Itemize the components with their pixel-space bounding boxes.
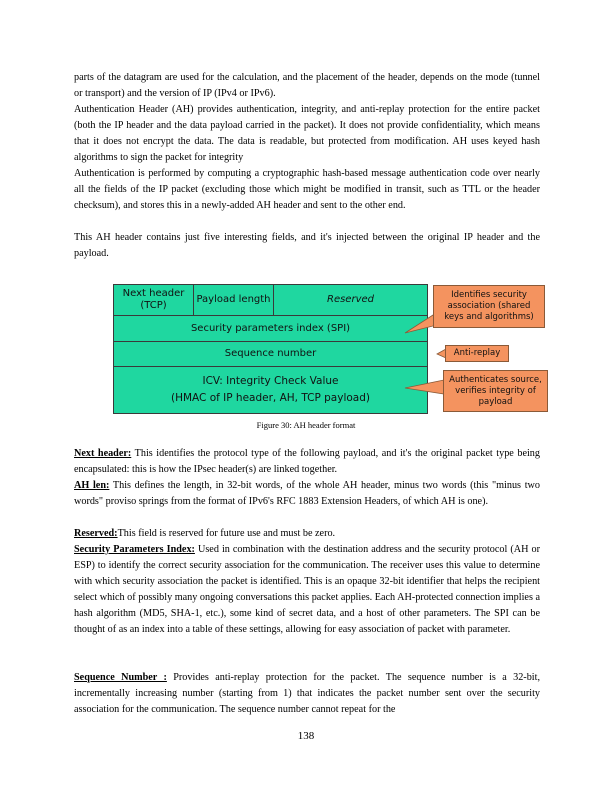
- def-reserved-term: Reserved:: [74, 528, 118, 539]
- def-ah-len-term: AH len:: [74, 480, 110, 491]
- def-ah-len-text: This defines the length, in 32-bit words, of the whole AH header, minus two words (this "minus two words" proviso springs from the format of IPv6's RFC 1883 Extension Headers, of which AH is one).: [74, 480, 540, 507]
- def-reserved-text: This field is reserved for future use and must be zero.: [117, 528, 336, 539]
- page-number: 138: [297, 730, 315, 742]
- callout-icv-pointer: [405, 380, 444, 394]
- callout-spi-text: Identifies security association (shared keys and algorithms): [444, 290, 534, 322]
- field-next-header-sub: (TCP): [140, 300, 167, 311]
- callout-seq-text: Anti-replay: [453, 348, 501, 358]
- field-payload-length-label: Payload length: [196, 294, 271, 305]
- def-next-header: [74, 446, 540, 478]
- paragraph-authentication: Authentication is performed by computing a cryptographic hash-based message authentication code over nearly all the fields of the IP packet (excluding those which might be modified in transit, such as TTL or the header checksum), and stores this in a newly-added AH header and sent to the other end.: [74, 168, 540, 211]
- field-spi-label: Security parameters index (SPI): [190, 322, 351, 334]
- def-sequence-text: Provides anti-replay protection for the packet. The sequence number is a 32-bit, incrementally increasing number (starting from 1) that indicates the packet number sent over the security association for the communication. The sequence number cannot repeat for the: [74, 672, 540, 715]
- def-next-header-text: This identifies the protocol type of the following payload, and it's the original packet type being encapsulated: this is how the IPsec header(s) are linked together.: [74, 448, 540, 475]
- def-next-header-term: Next header:: [74, 448, 132, 459]
- field-sequence-label: Sequence number: [224, 348, 317, 359]
- figure-caption: Figure 30: AH header format: [256, 420, 356, 430]
- callout-icv-text: Authenticates source, verifies integrity of payload: [449, 374, 542, 407]
- callout-icv: [443, 370, 548, 412]
- def-sequence-term: Sequence Number :: [74, 672, 167, 683]
- def-reserved: [74, 526, 540, 542]
- def-spi-text: Used in combination with the destination address and the security protocol (AH or ESP) to identify the correct security association for the communication. The receiver uses this value to determine with which security association the packet is identified. This is an opaque 32-bit identifier that helps the recipient select which of possibly many ongoing conversations this packet applies. Each AH-protected connection implies a hash algorithm (MD5, SHA-1, etc.), some kind of secret data, and a host of other parameters. The SPI can be thought of as an index into a table of these settings, allowing for easy association of packet with parameter.: [74, 544, 540, 635]
- def-ah-len: [74, 478, 540, 510]
- field-icv-line1: ICV: Integrity Check Value: [202, 375, 339, 387]
- def-spi-term: Security Parameters Index:: [74, 544, 195, 555]
- paragraph-ah-fields-intro: This AH header contains just five interesting fields, and it's injected between the original IP header and the payload.: [74, 232, 540, 259]
- callout-spi: [433, 285, 545, 328]
- paragraph-intro-fragment: parts of the datagram are used for the calculation, and the placement of the header, depends on the mode (tunnel or transport) and the version of IP (IPv4 or IPv6).: [74, 72, 540, 99]
- def-spi: [74, 542, 540, 637]
- field-icv-line2: (HMAC of IP header, AH, TCP payload): [170, 392, 370, 404]
- paragraph-ah-overview: Authentication Header (AH) provides authentication, integrity, and anti-replay protection for the entire packet (both the IP header and the data payload carried in the packet). It does not provide confidentiality, which means that it does not encrypt the data. The data is readable, but protected from modification. AH uses keyed hash algorithms to sign the packet for integrity: [74, 104, 540, 163]
- def-sequence-number: [74, 670, 540, 718]
- field-reserved-label: Reserved: [327, 294, 374, 305]
- field-next-header-label: Next header: [122, 288, 185, 299]
- callout-anti-replay: [445, 345, 509, 362]
